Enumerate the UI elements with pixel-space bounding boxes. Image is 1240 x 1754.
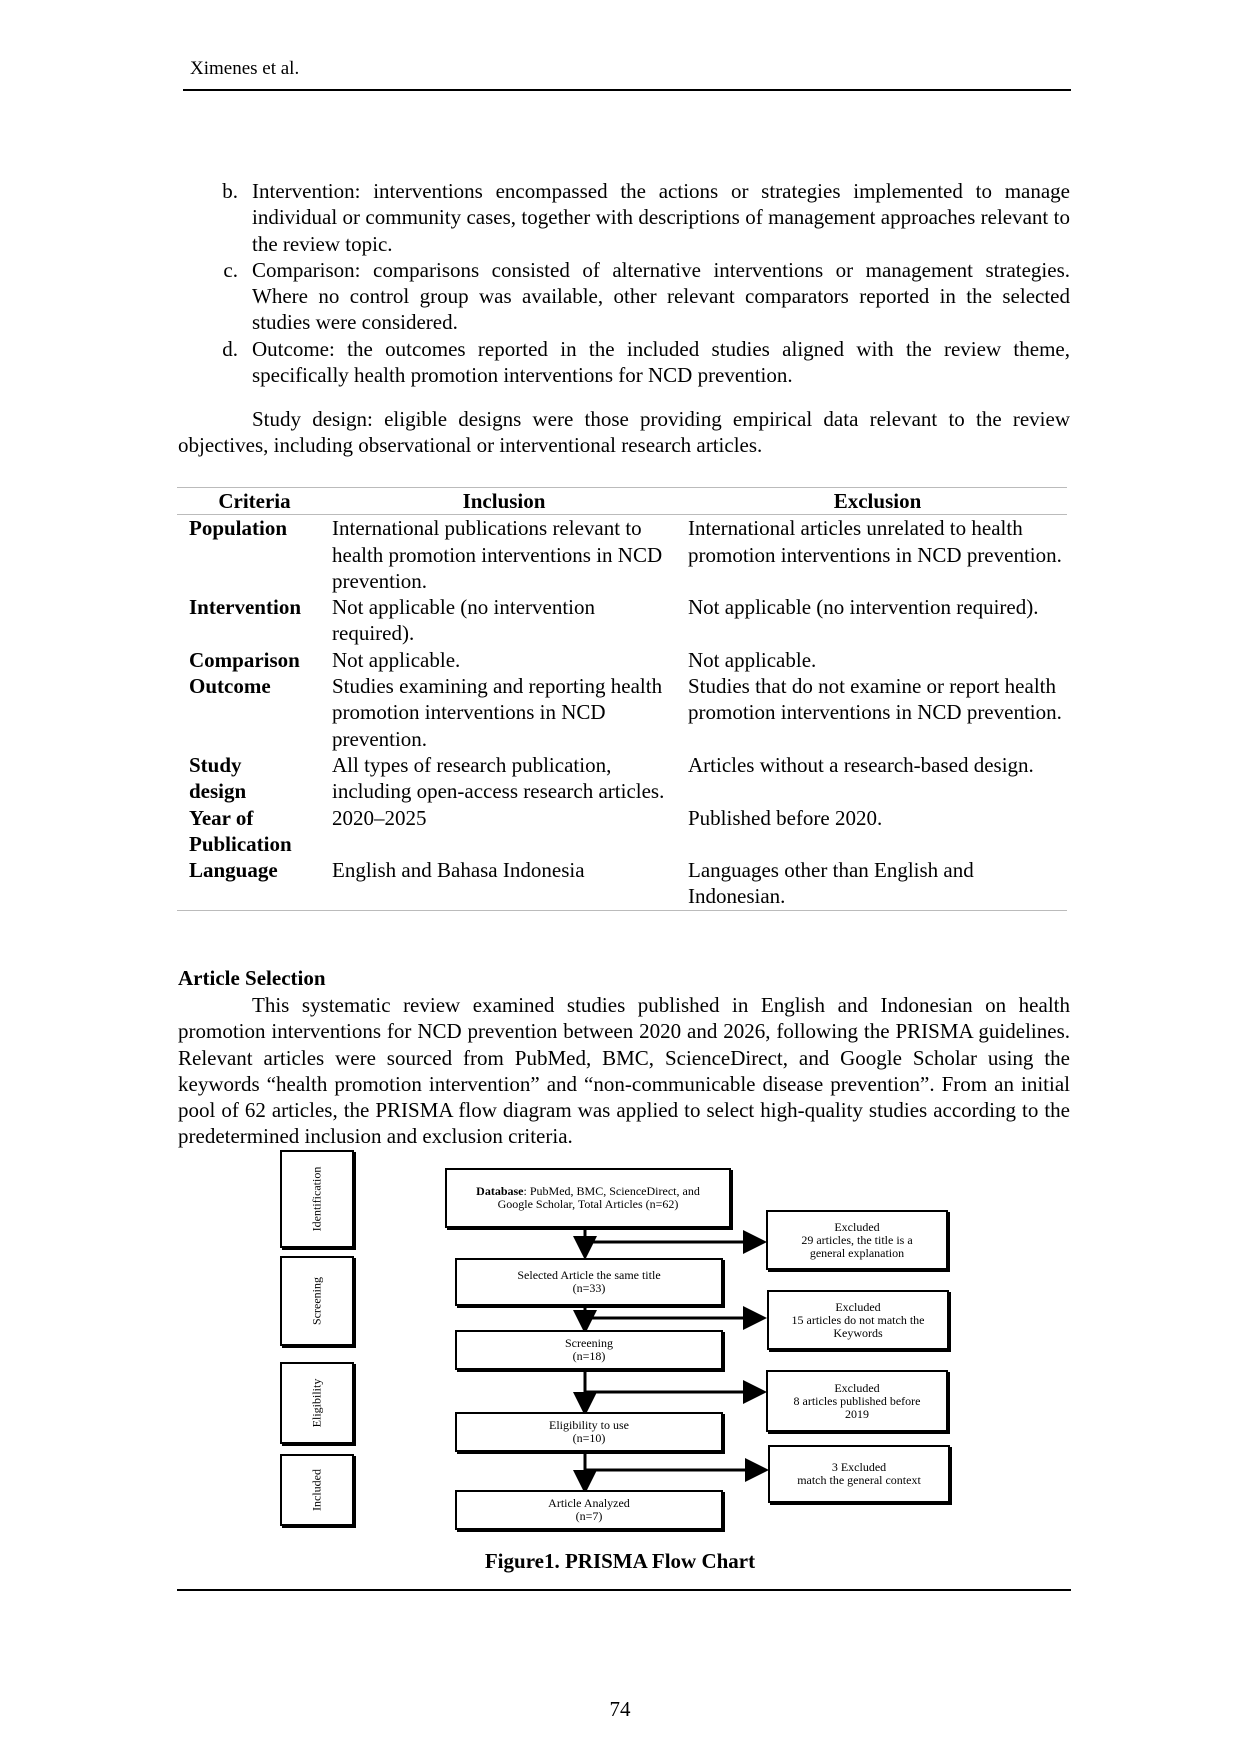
header-inclusion: Inclusion [320, 488, 676, 515]
stage-eligibility [280, 1362, 354, 1444]
table-row [177, 805, 1067, 858]
stage-included [280, 1454, 354, 1526]
excluded-1-line2: 29 articles, the title is a [801, 1232, 913, 1247]
excluded-2-line3: Keywords [833, 1325, 883, 1340]
table-row [177, 857, 1067, 910]
stage-label: Identification [309, 1166, 324, 1232]
database-line1: : PubMed, BMC, ScienceDirect, and [523, 1184, 700, 1198]
list-letter: c. [223, 257, 238, 282]
table-row [177, 594, 1067, 647]
row-exclusion: Published before 2020. [688, 805, 883, 830]
header-criteria: Criteria [177, 488, 320, 515]
section-heading-article-selection: Article Selection [178, 966, 326, 990]
row-inclusion: English and Bahasa Indonesia [320, 857, 676, 910]
row-criteria: Study design [189, 752, 247, 804]
screening-line1: Screening [565, 1336, 613, 1350]
eligibility-line2: (n=10) [572, 1431, 606, 1445]
row-criteria: Comparison [189, 647, 300, 672]
row-inclusion: Not applicable. [332, 647, 461, 672]
list-item [178, 178, 1070, 257]
stage-label: Eligibility [309, 1378, 324, 1428]
table-header-row [177, 488, 1067, 515]
analyzed-line1: Article Analyzed [548, 1496, 630, 1510]
excluded-1-line3: general explanation [809, 1245, 905, 1260]
list-item [178, 336, 1070, 389]
row-exclusion: International articles unrelated to health promotion interventions in NCD prevention. [688, 516, 1062, 567]
list-letter: d. [222, 336, 238, 361]
prisma-flow-diagram [280, 1150, 970, 1550]
row-inclusion: 2020–2025 [332, 805, 427, 830]
stage-identification [280, 1150, 354, 1248]
list-text: Outcome: the outcomes reported in the included studies aligned with the review theme, specifically health promotion interventions for NCD prevention. [252, 336, 1070, 388]
excluded-1-line1: Excluded [834, 1219, 880, 1234]
row-inclusion: Not applicable (no intervention required). [332, 595, 596, 646]
row-criteria: Population [189, 516, 288, 541]
stage-label: Screening [309, 1277, 324, 1325]
list-item [178, 257, 1070, 336]
stage-label: Included [309, 1469, 324, 1511]
stage-screening [280, 1256, 354, 1346]
pico-list [178, 178, 1070, 388]
figure-caption: Figure1. PRISMA Flow Chart [484, 1549, 756, 1573]
eligibility-box [455, 1412, 723, 1452]
criteria-table [177, 487, 1067, 911]
row-exclusion: Languages other than English and Indonesian. [676, 857, 1067, 910]
excluded-2-line1: Excluded [835, 1299, 881, 1314]
eligibility-line1: Eligibility to use [549, 1418, 629, 1432]
row-exclusion: Not applicable (no intervention required). [688, 595, 1039, 620]
row-exclusion: Studies that do not examine or report health promotion interventions in NCD prevention. [688, 674, 1062, 725]
table-row [177, 647, 1067, 673]
excluded-3-line3: 2019 [845, 1406, 869, 1421]
running-head: Ximenes et al. [190, 58, 300, 79]
list-letter: b. [222, 179, 238, 203]
row-criteria: Intervention [189, 595, 301, 620]
row-exclusion: Not applicable. [688, 647, 817, 672]
list-text: Intervention: interventions encompassed the actions or strategies implemented to manage individual or community cases, together with descriptions of management approaches relevant to the review topic. [252, 179, 1070, 256]
excluded-3-line2: 8 articles published before [793, 1393, 921, 1408]
analyzed-box [455, 1490, 723, 1530]
row-inclusion: International publications relevant to health promotion interventions in NCD prevention. [332, 516, 663, 593]
table-row [177, 515, 1067, 594]
study-design-paragraph: Study design: eligible designs were those providing empirical data relevant to the review objectives, including observational or interventional research articles. [178, 407, 1070, 458]
list-text: Comparison: comparisons consisted of alternative interventions or management strategies. Where no control group was available, other relevant comparators reported in the selected studies were considered. [252, 257, 1070, 335]
screening-line2: (n=18) [572, 1349, 606, 1363]
excluded-4-line2: match the general context [797, 1473, 921, 1487]
database-label: Database [476, 1184, 524, 1198]
excluded-box-2 [767, 1290, 949, 1350]
article-selection-paragraph: This systematic review examined studies published in English and Indonesian on health promotion interventions for NCD prevention between 2020 and 2026, following the PRISMA guidelines. Relevant articles were sourced from PubMed, BMC, ScienceDirect, and Google Scholar using the keywords “health promotion intervention” and “non-communicable disease prevention”. From an initial pool of 62 articles, the PRISMA flow diagram was applied to select high-quality studies according to the predetermined inclusion and exclusion criteria. [178, 993, 1070, 1149]
row-criteria: Year of Publication [189, 805, 292, 856]
header-rule [183, 89, 1071, 91]
excluded-3-line1: Excluded [834, 1380, 880, 1395]
row-criteria: Language [177, 857, 320, 910]
table-row [177, 752, 1067, 805]
excluded-2-line2: 15 articles do not match the [791, 1312, 925, 1327]
page-number: 74 [609, 1697, 631, 1721]
selected-line2: (n=33) [572, 1281, 606, 1295]
screening-box [455, 1330, 723, 1370]
excluded-box-3 [766, 1370, 948, 1432]
excluded-box-1 [766, 1210, 948, 1270]
analyzed-line2: (n=7) [575, 1509, 603, 1523]
selected-line1: Selected Article the same title [517, 1268, 661, 1282]
table-row [177, 673, 1067, 752]
row-criteria: Outcome [189, 674, 271, 699]
database-line2: Google Scholar, Total Articles (n=62) [497, 1197, 679, 1211]
database-box [445, 1168, 731, 1228]
excluded-4-line1: 3 Excluded [831, 1460, 887, 1474]
row-exclusion: Articles without a research-based design. [688, 752, 1034, 777]
footer-rule [177, 1589, 1071, 1591]
row-inclusion: Studies examining and reporting health promotion interventions in NCD prevention. [332, 674, 663, 751]
selected-box [455, 1258, 723, 1306]
row-inclusion: All types of research publication, including open-access research articles. [332, 752, 665, 804]
header-exclusion: Exclusion [676, 488, 1067, 515]
excluded-box-4 [768, 1445, 950, 1503]
